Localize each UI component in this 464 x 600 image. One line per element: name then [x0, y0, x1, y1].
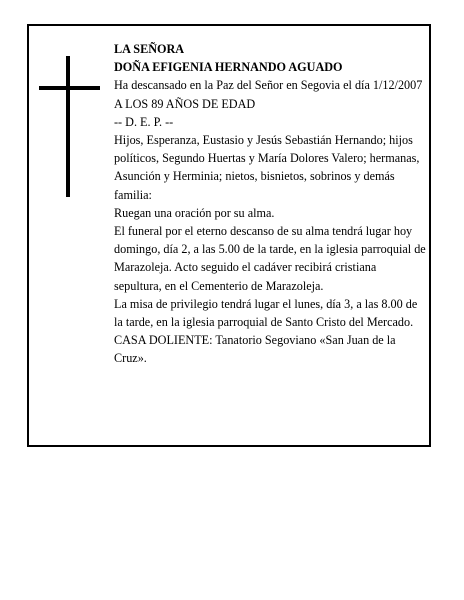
cross-vertical-bar [66, 56, 70, 197]
deceased-name: DOÑA EFIGENIA HERNANDO AGUADO [114, 60, 343, 75]
obituary-text-block [114, 40, 426, 368]
obituary-heading: LA SEÑORA [114, 42, 185, 56]
family-list: Hijos, Esperanza, Eustasio y Jesús Sebastián Hernando; hijos políticos, Segundo Huertas y María Dolores Valero; hermanas, Asunción y Herminia; nietos, bisnietos, sobrinos y demás familia: [114, 133, 420, 202]
death-statement: Ha descansado en la Paz del Señor en Segovia el día 1/12/2007 [114, 78, 423, 93]
prayer-request: Ruegan una oración por su alma. [114, 205, 275, 220]
mourning-house: CASA DOLIENTE: Tanatorio Segoviano «San Juan de la Cruz». [114, 333, 396, 366]
age-statement: A LOS 89 AÑOS DE EDAD [114, 96, 256, 111]
funeral-details: El funeral por el eterno descanso de su alma tendrá lugar hoy domingo, día 2, a las 5.00 de la tarde, en la iglesia parroquial de Marazoleja. Acto seguido el cadáver recibirá cristiana sepultura, en el Cementerio de Marazoleja. [114, 224, 426, 293]
mass-details: La misa de privilegio tendrá lugar el lunes, día 3, a las 8.00 de la tarde, en la iglesia parroquial de Santo Cristo del Mercado. [114, 296, 418, 330]
rest-in-peace: -- D. E. P. -- [114, 114, 174, 129]
cross-horizontal-bar [39, 86, 100, 90]
